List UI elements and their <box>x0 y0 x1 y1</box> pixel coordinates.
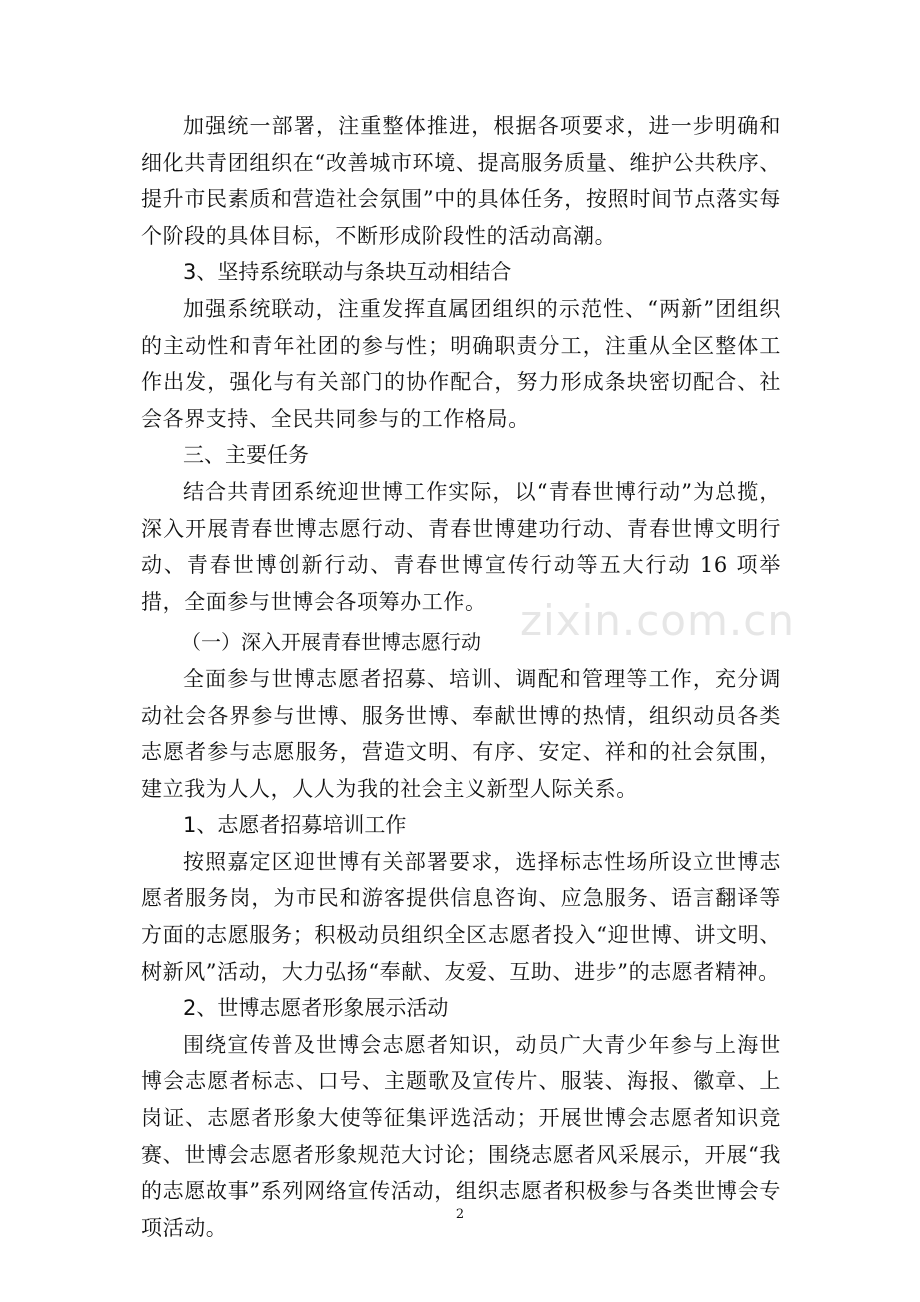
document-body <box>141 108 781 1246</box>
paragraph: 按照嘉定区迎世博有关部署要求，选择标志性场所设立世博志愿者服务岗，为市民和游客提供信息咨询、应急服务、语言翻译等方面的志愿服务；积极动员组织全区志愿者投入“迎世博、讲文明、树新风”活动，大力弘扬“奉献、友爱、互助、进步”的志愿者精神。 <box>141 849 781 984</box>
page-number: 2 <box>455 1207 465 1222</box>
paragraph: 全面参与世博志愿者招募、培训、调配和管理等工作，充分调动社会各界参与世博、服务世博、奉献世博的热情，组织动员各类志愿者参与志愿服务，营造文明、有序、安定、祥和的社会氛围，建立我为人人，人人为我的社会主义新型人际关系。 <box>141 666 781 801</box>
paragraph: 加强统一部署，注重整体推进，根据各项要求，进一步明确和细化共青团组织在“改善城市环境、提高服务质量、维护公共秩序、提升市民素质和营造社会氛围”中的具体任务，按照时间节点落实每个阶段的具体目标，不断形成阶段性的活动高潮。 <box>141 114 781 248</box>
section-heading: 3、坚持系统联动与条块互动相结合 <box>183 260 512 285</box>
watermark: zixin.com.cn <box>520 596 795 645</box>
section-heading: 1、志愿者招募培训工作 <box>183 813 407 838</box>
section-heading: 三、主要任务 <box>183 443 309 468</box>
paragraph: 加强系统联动，注重发挥直属团组织的示范性、“两新”团组织的主动性和青年社团的参与性；明确职责分工，注重从全区整体工作出发，强化与有关部门的协作配合，努力形成条块密切配合、社会各界支持、全民共同参与的工作格局。 <box>141 296 781 431</box>
subsection-heading: （一）深入开展青春世博志愿行动 <box>181 630 481 655</box>
paragraph: 围绕宣传普及世博会志愿者知识，动员广大青少年参与上海世博会志愿者标志、口号、主题歌及宣传片、服装、海报、徽章、上岗证、志愿者形象大使等征集评选活动；开展世博会志愿者知识竞赛、世博会志愿者形象规范大讨论；围绕志愿者风采展示，开展“我的志愿故事”系列网络宣传活动，组织志愿者积极参与各类世博会专项活动。 <box>141 1032 781 1240</box>
paragraph: 结合共青团系统迎世博工作实际，以“青春世博行动”为总揽，深入开展青春世博志愿行动、青春世博建功行动、青春世博文明行动、青春世博创新行动、青春世博宣传行动等五大行动 16 项举措，全面参与世博会各项筹办工作。 <box>141 479 781 614</box>
section-heading: 2、世博志愿者形象展示活动 <box>183 996 449 1021</box>
